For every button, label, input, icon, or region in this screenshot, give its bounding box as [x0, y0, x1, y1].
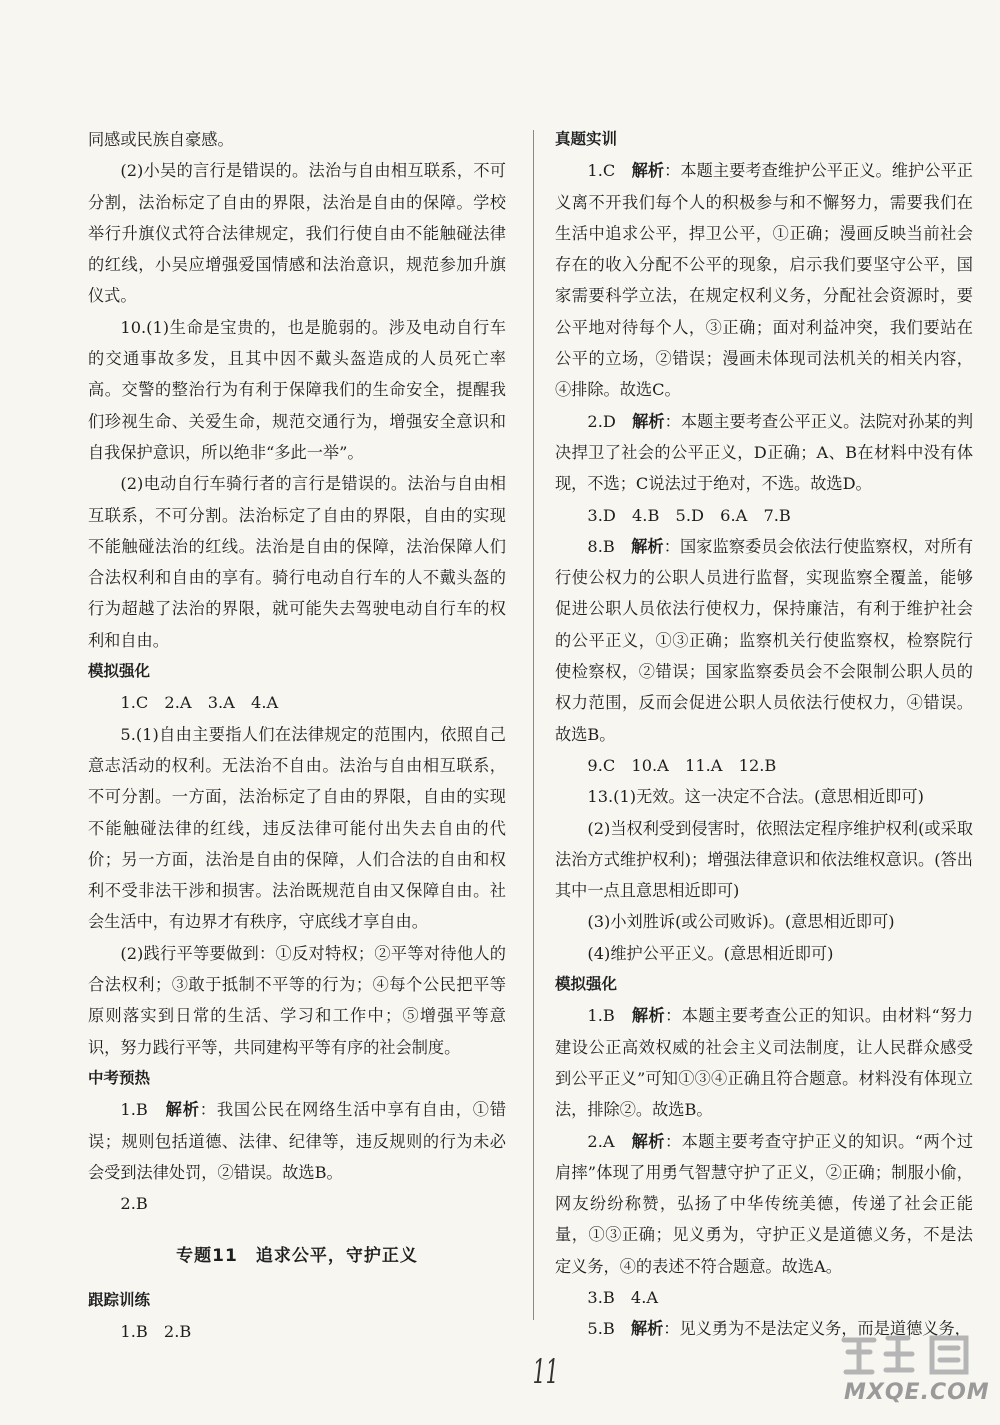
left-column: [88, 124, 506, 1347]
answer-explanation: [555, 155, 973, 405]
explanation-label: 解析: [631, 1006, 666, 1026]
explanation-text: ：国家监察委员会依法行使监察权，对所有行使公权力的公职人员进行监督，实现监察全覆盖，能够促进公职人员依法行使权力，保持廉洁，有利于维护社会的公平正义，①③正确；监察机关行使监察权，检察院行使检察权，②错误；国家监察委员会不会限制公职人员的权力范围，反而会促进公职人员依法行使权力，④错误。故选B。: [555, 536, 974, 744]
answer-paragraph: 同感或民族自豪感。: [88, 130, 234, 149]
answer-explanation: [555, 531, 973, 750]
answer-paragraph: 3.B 4.A: [587, 1287, 659, 1307]
answer-key: 1.C: [587, 161, 632, 181]
answer-explanation: [555, 406, 973, 500]
column-divider: [533, 130, 534, 1320]
section-heading: 模拟强化: [555, 975, 618, 994]
explanation-label: 解析: [165, 1100, 200, 1120]
answer-key: 2.A: [587, 1131, 632, 1151]
answer-paragraph: (3)小刘胜诉(或公司败诉)。(意思相近即可): [587, 912, 895, 932]
answer-key: 5.B: [587, 1319, 631, 1339]
answer-explanation: [555, 1000, 973, 1125]
answer-key: 8.B: [587, 536, 632, 556]
answer-explanation: [555, 1126, 973, 1282]
section-heading: 真题实训: [555, 130, 618, 148]
explanation-label: 解析: [632, 411, 665, 431]
explanation-text: ：本题主要考查公平正义。法院对孙某的判决捍卫了社会的公平正义，D正确；A、B在材料中没有体现，不选；C说法过于绝对，不选。故选D。: [555, 411, 974, 494]
answer-key: 1.B: [120, 1100, 166, 1120]
watermark-url: MXQE.COM: [844, 1380, 990, 1405]
answer-paragraph: (2)当权利受到侵害时，依照法定程序维护权利(或采取法治方式维护权利)；增强法律意识和依法维权意识。(答出其中一点且意思相近即可): [555, 818, 973, 901]
section-heading: 跟踪训练: [88, 1290, 151, 1309]
explanation-label: 解析: [631, 536, 664, 556]
watermark-graphic: [836, 1330, 986, 1378]
answer-key: 2.D: [587, 411, 633, 431]
explanation-text: ：本题主要考查维护公平正义。维护公平正义离不开我们每个人的积极参与和不懈努力，需要我们在生活中追求公平，捍卫公平，①正确；漫画反映当前社会存在的收入分配不公平的现象，启示我们要坚守公平，国家需要科学立法，在规定权利义务，分配社会资源时，要公平地对待每个人，③正确；面对利益冲突，我们要站在公平的立场，②错误；漫画未体现司法机关的相关内容，④排除。故选C。: [555, 161, 973, 400]
answer-paragraph: (2)践行平等要做到：①反对特权；②平等对待他人的合法权利；③敢于抵制不平等的行为；④每个公民把平等原则落实到日常的生活、学习和工作中；⑤增强平等意识，努力践行平等，共同建构平等有序的社会制度。: [88, 943, 506, 1057]
answer-paragraph: 5.(1)自由主要指人们在法律规定的范围内，依照自己意志活动的权利。无法治不自由。法治与自由相互联系，不可分割。一方面，法治标定了自由的界限，自由的实现不能触碰法律的红线，违反法律可能付出失去自由的代价；另一方面，法治是自由的保障，人们合法的自由和权利不受非法干涉和损害。法治既规范自由又保障自由。社会生活中，有边界才有秩序，守底线才享自由。: [88, 724, 506, 932]
answer-paragraph: (2)小吴的言行是错误的。法治与自由相互联系，不可分割，法治标定了自由的界限，法治是自由的保障。学校举行升旗仪式符合法律规定，我们行使自由不能触碰法律的红线，小吴应增强爱国情感和法治意识，规范参加升旗仪式。: [88, 161, 506, 306]
answer-paragraph: 10.(1)生命是宝贵的，也是脆弱的。涉及电动自行车的交通事故多发，且其中因不戴头盔造成的人员死亡率高。交警的整治行为有利于保障我们的生命安全，提醒我们珍视生命、关爱生命，规范交通行为，增强安全意识和自我保护意识，所以绝非“多此一举”。: [88, 317, 506, 462]
explanation-text: ：本题主要考查公正的知识。由材料“努力建设公正高效权威的社会主义司法制度，让人民群众感受到公平正义”可知①③④正确且符合题意。材料没有体现立法，排除②。故选B。: [555, 1006, 974, 1120]
explanation-text: ：见义勇为不是法定义务，而是道德义务，: [663, 1319, 971, 1339]
answer-paragraph: 2.B: [120, 1194, 148, 1214]
answer-paragraph: 1.B 2.B: [120, 1321, 192, 1341]
answer-paragraph: 13.(1)无效。这一决定不合法。(意思相近即可): [587, 787, 924, 807]
explanation-label: 解析: [630, 1319, 664, 1339]
answer-paragraph: (2)电动自行车骑行者的言行是错误的。法治与自由相互联系，不可分割。法治标定了自由的界限，自由的实现不能触碰法治的红线。法治是自由的保障，法治保障人们合法权利和自由的享有。骑行电动自行车的人不戴头盔的行为超越了法治的界限，就可能失去驾驶电动自行车的权利和自由。: [88, 474, 506, 650]
right-column: [555, 124, 973, 1345]
answer-paragraph: (4)维护公平正义。(意思相近即可): [587, 943, 834, 963]
page-number: 11: [532, 1352, 559, 1392]
explanation-text: ：本题主要考查守护正义的知识。“两个过肩摔”体现了用勇气智慧守护了正义，②正确；制服小偷，网友纷纷称赞，弘扬了中华传统美德，传递了社会正能量，①③正确；见义勇为，守护正义是道德义务，不是法定义务，④的表述不符合题意。故选A。: [555, 1131, 974, 1276]
answer-paragraph: 1.C 2.A 3.A 4.A: [120, 693, 279, 713]
explanation-label: 解析: [631, 161, 665, 181]
explanation-label: 解析: [631, 1131, 665, 1151]
answer-paragraph: 9.C 10.A 11.A 12.B: [587, 755, 777, 775]
answer-key: 1.B: [587, 1006, 632, 1026]
explanation-text: ：我国公民在网络生活中享有自由，①错误；规则包括道德、法律、纪律等，违反规则的行为未必会受到法律处罚，②错误。故选B。: [88, 1100, 507, 1182]
answer-explanation: [88, 1094, 506, 1188]
section-heading: 模拟强化: [88, 662, 151, 681]
topic-title: 专题11 追求公平，守护正义: [176, 1246, 418, 1267]
section-heading: 中考预热: [88, 1068, 151, 1087]
answer-paragraph: 3.D 4.B 5.D 6.A 7.B: [587, 505, 791, 525]
watermark-logo: [836, 1330, 990, 1418]
